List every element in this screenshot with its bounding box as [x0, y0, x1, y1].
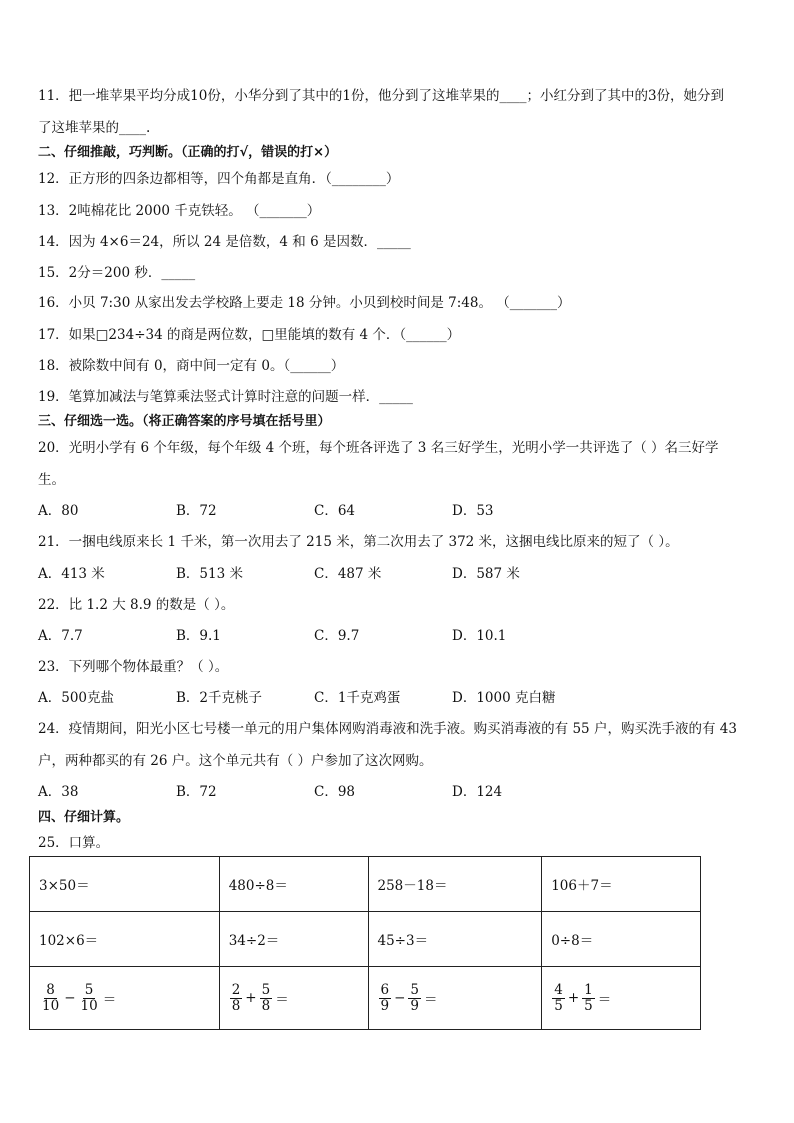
question-16: 16．小贝 7:30 从家出发去学校路上要走 18 分钟。小贝到校时间是 7:48。 （_______）	[38, 295, 571, 311]
denominator: 8	[231, 997, 241, 1014]
numerator: 8	[46, 982, 55, 999]
option-c: C．9.7	[314, 628, 360, 644]
question-24-line-1: 24．疫情期间，阳光小区七号楼一单元的用户集体网购消毒液和洗手液。购买消毒液的有 55 户，购买洗手液的有 43	[38, 721, 737, 737]
question-21: 21．一捆电线原来长 1 千米，第一次用去了 215 米，第二次用去了 372 米，这捆电线比原来的短了（ ）。	[38, 534, 679, 550]
fraction-cell	[219, 967, 368, 1030]
fraction	[260, 983, 273, 1012]
option-d: D．587 米	[452, 566, 520, 582]
numerator: 5	[261, 982, 271, 999]
calc-cell: 3×50＝	[30, 857, 220, 912]
question-11-line-1: 11．把一堆苹果平均分成10份，小华分到了其中的1份，他分到了这堆苹果的____；小红分到了其中的3份，她分到	[38, 88, 725, 104]
calc-cell: 106＋7＝	[542, 857, 701, 912]
fraction	[79, 983, 100, 1012]
denominator: 5	[554, 997, 563, 1014]
operator: −	[394, 990, 406, 1006]
numerator: 1	[584, 982, 593, 999]
question-15: 15．2分＝200 秒．_____	[38, 265, 196, 281]
option-a: A．38	[38, 784, 79, 800]
fraction-cell	[30, 967, 220, 1030]
denominator: 10	[80, 997, 98, 1014]
question-17: 17．如果□234÷34 的商是两位数，□里能填的数有 4 个．（______）	[38, 327, 461, 343]
question-20-line-1: 20．光明小学有 6 个年级，每个年级 4 个班，每个班各评选了 3 名三好学生，光明小学一共评选了（ ）名三好学	[38, 440, 719, 456]
section-3-heading: 三、仔细选一选。（将正确答案的序号填在括号里）	[38, 414, 331, 429]
calc-cell: 258－18＝	[368, 857, 542, 912]
fraction	[582, 983, 595, 1012]
option-a: A．413 米	[38, 566, 105, 582]
fraction	[230, 983, 243, 1012]
numerator: 5	[410, 982, 419, 999]
equals-sign: ＝	[424, 992, 438, 1008]
option-b: B．513 米	[176, 566, 243, 582]
fraction-cell	[542, 967, 701, 1030]
option-b: B．72	[176, 784, 217, 800]
calc-cell: 480÷8＝	[219, 857, 368, 912]
fraction	[379, 983, 392, 1012]
numerator: 2	[231, 982, 241, 999]
option-d: D．10.1	[452, 628, 507, 644]
question-11-line-2: 了这堆苹果的____.	[38, 120, 151, 136]
option-d: D．53	[452, 503, 494, 519]
question-22-options	[38, 624, 598, 642]
question-23-options	[38, 686, 598, 704]
fraction	[408, 983, 421, 1012]
operator: +	[567, 990, 580, 1006]
numerator: 4	[554, 982, 563, 999]
fraction-cell	[368, 967, 542, 1030]
question-19: 19．笔算加减法与笔算乘法竖式计算时注意的问题一样．_____	[38, 389, 413, 405]
question-24-options	[38, 780, 598, 798]
section-4-heading: 四、仔细计算。	[38, 810, 130, 825]
denominator: 8	[261, 997, 271, 1014]
option-a: A．500克盐	[38, 690, 115, 706]
fraction	[40, 983, 61, 1012]
option-a: A．7.7	[38, 628, 83, 644]
option-b: B．9.1	[176, 628, 221, 644]
numerator: 5	[84, 982, 94, 999]
question-21-options	[38, 562, 598, 580]
denominator: 9	[410, 997, 419, 1014]
denominator: 5	[584, 997, 593, 1014]
option-b: B．72	[176, 503, 217, 519]
calc-cell: 34÷2＝	[219, 912, 368, 967]
denominator: 10	[42, 997, 60, 1014]
option-b: B．2千克桃子	[176, 690, 263, 706]
oral-calculation-table	[29, 856, 701, 1030]
question-23: 23．下列哪个物体最重？（ ）。	[38, 659, 229, 675]
equals-sign: ＝	[275, 992, 289, 1008]
question-20-line-2: 生。	[38, 472, 65, 488]
operator: +	[245, 990, 257, 1006]
question-22: 22．比 1.2 大 8.9 的数是（ ）。	[38, 597, 235, 613]
calc-cell: 102×6＝	[30, 912, 220, 967]
calc-cell: 0÷8＝	[542, 912, 701, 967]
denominator: 9	[380, 997, 390, 1014]
question-12: 12．正方形的四条边都相等，四个角都是直角．（________）	[38, 171, 400, 187]
option-c: C．1千克鸡蛋	[314, 690, 401, 706]
option-c: C．98	[314, 784, 356, 800]
option-d: D．1000 克白糖	[452, 690, 556, 706]
numerator: 6	[380, 982, 390, 999]
option-d: D．124	[452, 784, 503, 800]
question-24-line-2: 户，两种都买的有 26 户。这个单元共有（ ）户参加了这次网购。	[38, 753, 433, 769]
question-14: 14．因为 4×6＝24，所以 24 是倍数，4 和 6 是因数．_____	[38, 234, 411, 250]
equals-sign: ＝	[102, 992, 117, 1008]
equals-sign: ＝	[597, 992, 612, 1008]
option-c: C．487 米	[314, 566, 382, 582]
operator: −	[64, 990, 76, 1006]
question-25: 25．口算。	[38, 835, 110, 851]
section-2-heading: 二、仔细推敲，巧判断。（正确的打√，错误的打×）	[38, 145, 338, 160]
fraction	[552, 983, 565, 1012]
calc-cell: 45÷3＝	[368, 912, 542, 967]
question-20-options	[38, 499, 598, 517]
question-13: 13．2吨棉花比 2000 千克铁轻。 （_______）	[38, 203, 321, 219]
option-c: C．64	[314, 503, 356, 519]
option-a: A．80	[38, 503, 79, 519]
question-18: 18．被除数中间有 0，商中间一定有 0。（______）	[38, 358, 345, 374]
